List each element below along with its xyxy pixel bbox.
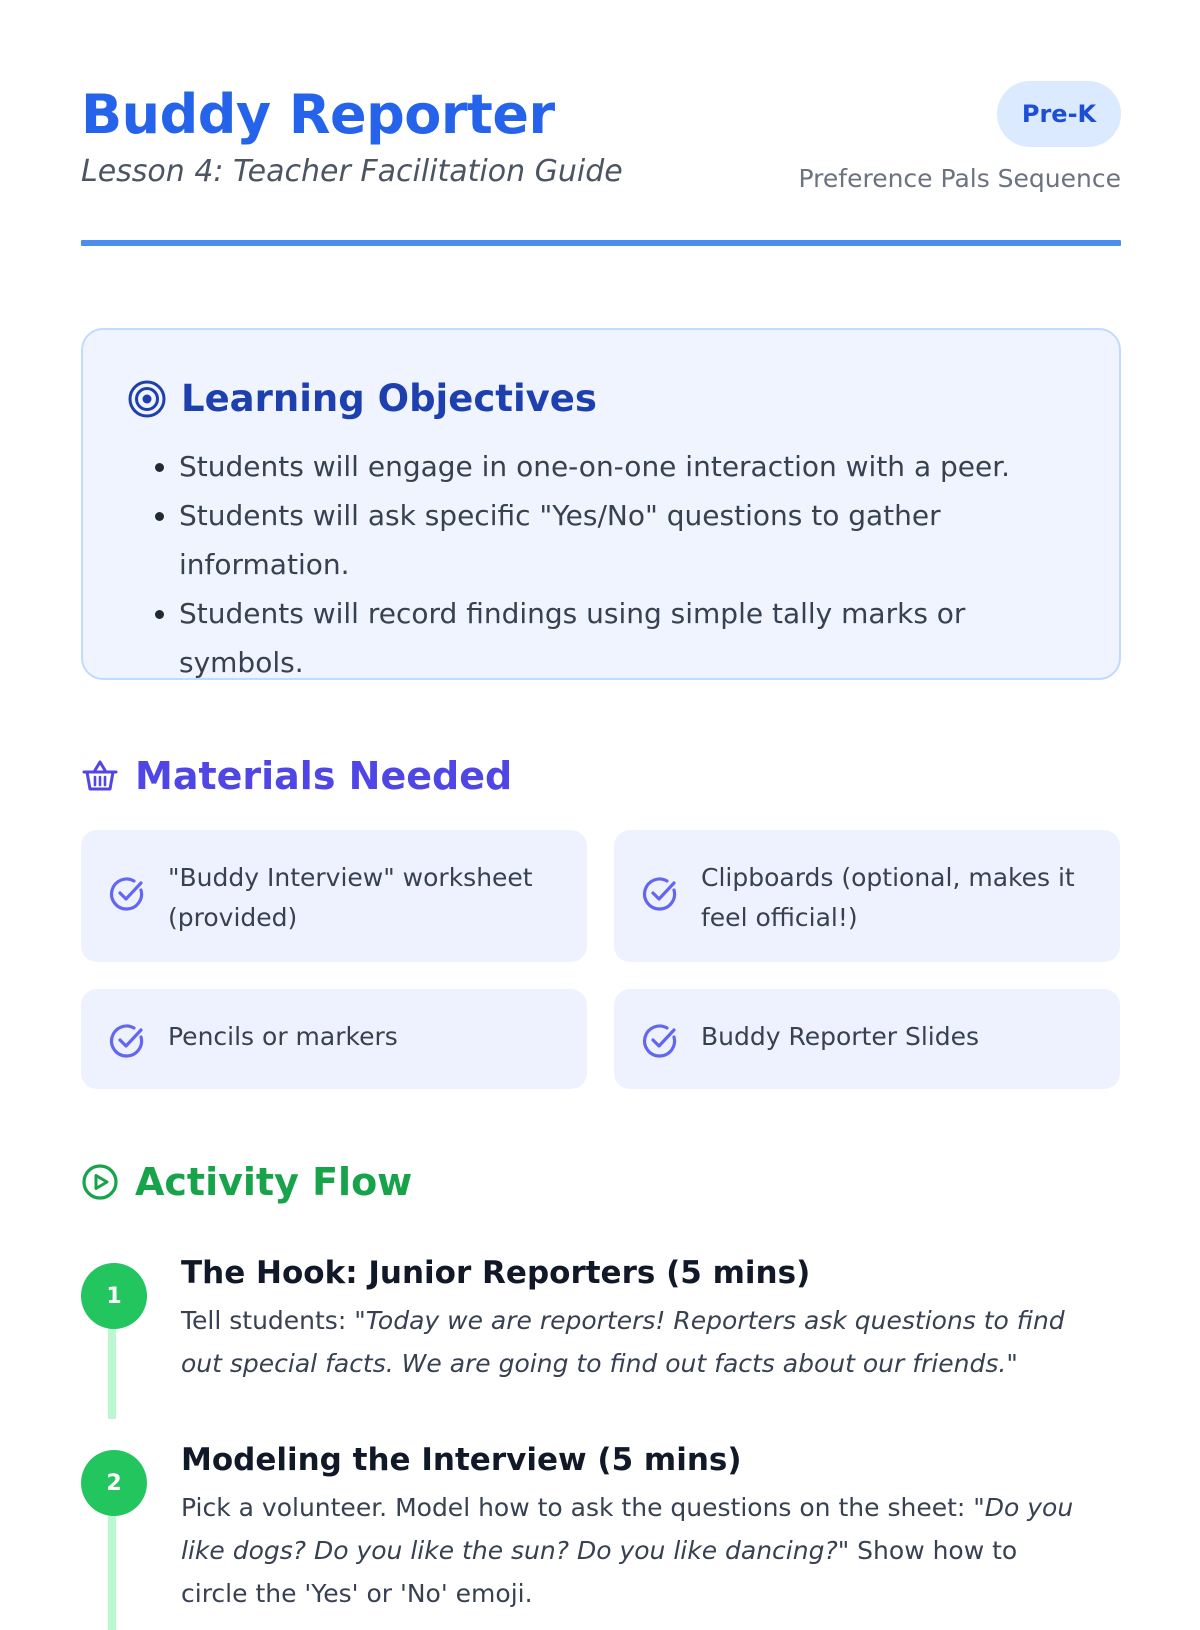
- check-circle-icon: [107, 874, 147, 914]
- materials-heading: [81, 752, 512, 800]
- activity-step: [81, 1255, 1121, 1423]
- activity-flow-title: Activity Flow: [135, 1160, 413, 1204]
- check-circle-icon: [107, 1021, 147, 1061]
- step-number: 1: [81, 1263, 147, 1329]
- grade-badge: Pre-K: [997, 81, 1121, 147]
- step-description: [181, 1486, 1091, 1615]
- page-subtitle: Lesson 4: Teacher Facilitation Guide: [81, 154, 623, 189]
- objective-item: • Students will engage in one-on-one interaction with a peer.: [179, 442, 1079, 491]
- objective-item: • Students will ask specific "Yes/No" questions to gather information.: [179, 491, 1079, 589]
- basket-icon: [81, 757, 119, 795]
- objectives-list: [149, 442, 1079, 687]
- activity-flow-heading: [81, 1158, 412, 1206]
- step-title: Modeling the Interview (5 mins): [181, 1442, 742, 1478]
- material-item: [81, 830, 587, 962]
- material-item: [81, 989, 587, 1089]
- step-lead: Pick a volunteer. Model how to ask the questions on the sheet:: [181, 1493, 974, 1522]
- step-title: The Hook: Junior Reporters (5 mins): [181, 1255, 811, 1291]
- header-divider: [81, 240, 1121, 246]
- material-label: "Buddy Interview" worksheet (provided): [168, 863, 533, 932]
- material-label: Pencils or markers: [168, 1022, 398, 1051]
- step-description: [181, 1299, 1091, 1385]
- step-quote: "Do you like dogs? Do you like the sun? Do you like dancing?": [181, 1493, 1074, 1565]
- objectives-heading: [127, 376, 597, 422]
- material-item: [614, 989, 1120, 1089]
- material-item: [614, 830, 1120, 962]
- check-circle-icon: [640, 874, 680, 914]
- objectives-title: Learning Objectives: [181, 377, 597, 420]
- sequence-label: Preference Pals Sequence: [798, 164, 1121, 193]
- lesson-guide: [81, 0, 1121, 1608]
- learning-objectives-card: [81, 328, 1121, 680]
- material-label: Buddy Reporter Slides: [701, 1022, 979, 1051]
- step-quote: "Today we are reporters! Reporters ask questions to find out special facts. We are going to find out facts about our friends.": [181, 1306, 1065, 1378]
- step-lead: Tell students:: [181, 1306, 355, 1335]
- material-label: Clipboards (optional, makes it feel official!): [701, 863, 1075, 932]
- objective-item: • Students will record findings using simple tally marks or symbols.: [179, 589, 1079, 687]
- activity-step: [81, 1442, 1121, 1608]
- materials-title: Materials Needed: [135, 754, 513, 798]
- target-icon: [127, 379, 167, 419]
- check-circle-icon: [640, 1021, 680, 1061]
- step-number: 2: [81, 1450, 147, 1516]
- page-header: [81, 0, 1121, 246]
- step-tail: Show how to circle the 'Yes' or 'No' emoji.: [181, 1536, 1018, 1608]
- page-title: Buddy Reporter: [81, 83, 555, 146]
- play-circle-icon: [81, 1163, 119, 1201]
